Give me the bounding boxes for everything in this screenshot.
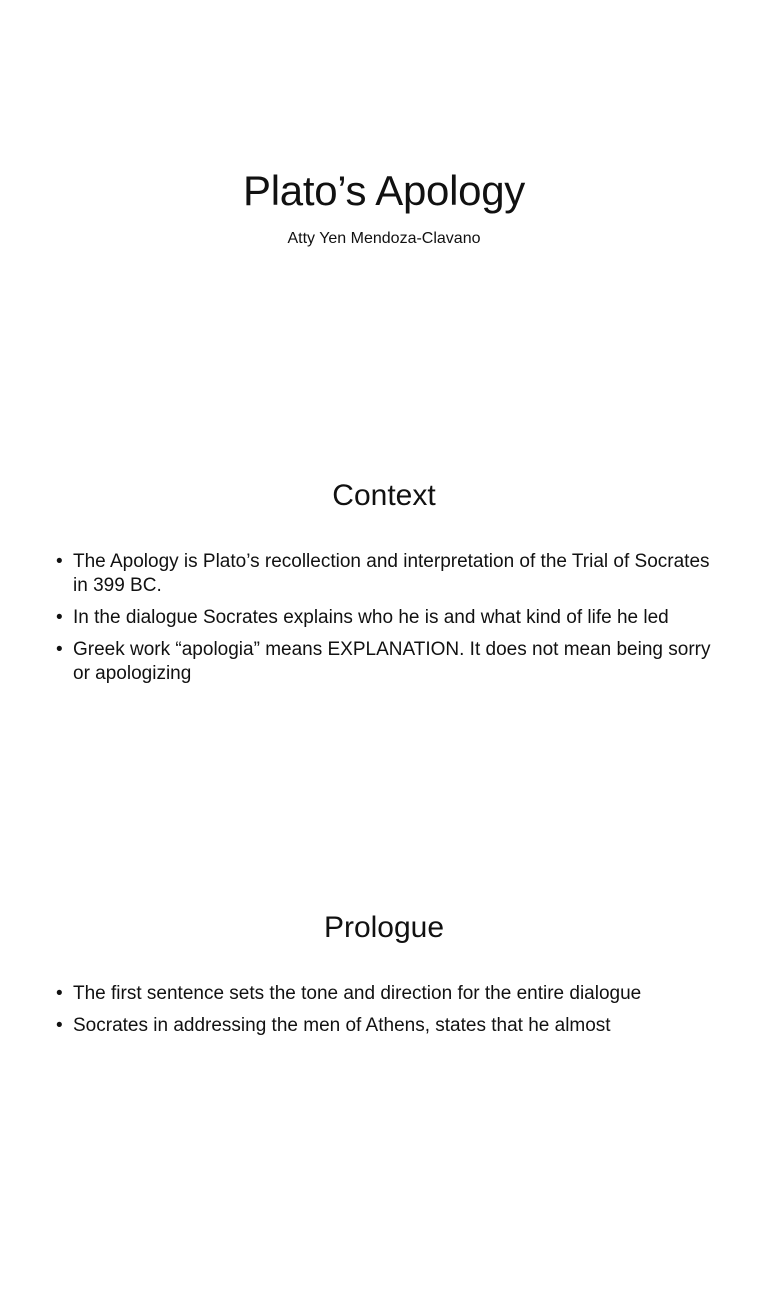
context-slide bbox=[0, 432, 768, 864]
bullet-item: • The Apology is Plato’s recollection and interpretation of the Trial of Socrates in 399 BC. bbox=[56, 550, 716, 598]
bullet-item: • Greek work “apologia” means EXPLANATION. It does not mean being sorry or apologizing bbox=[56, 638, 716, 686]
context-heading: Context bbox=[332, 479, 436, 512]
bullet-item: • Socrates in addressing the men of Athens, states that he almost bbox=[56, 1014, 716, 1038]
bullet-item: • The first sentence sets the tone and direction for the entire dialogue bbox=[56, 982, 716, 1006]
author-subtitle: Atty Yen Mendoza-Clavano bbox=[287, 230, 481, 247]
prologue-heading: Prologue bbox=[323, 911, 445, 944]
context-bullet-list bbox=[56, 550, 716, 694]
prologue-slide bbox=[0, 864, 768, 1296]
title-slide bbox=[0, 0, 768, 432]
bullet-item: • In the dialogue Socrates explains who he is and what kind of life he led bbox=[56, 606, 716, 630]
presentation-title: Plato’s Apology bbox=[243, 167, 525, 214]
prologue-bullet-list bbox=[56, 982, 716, 1046]
